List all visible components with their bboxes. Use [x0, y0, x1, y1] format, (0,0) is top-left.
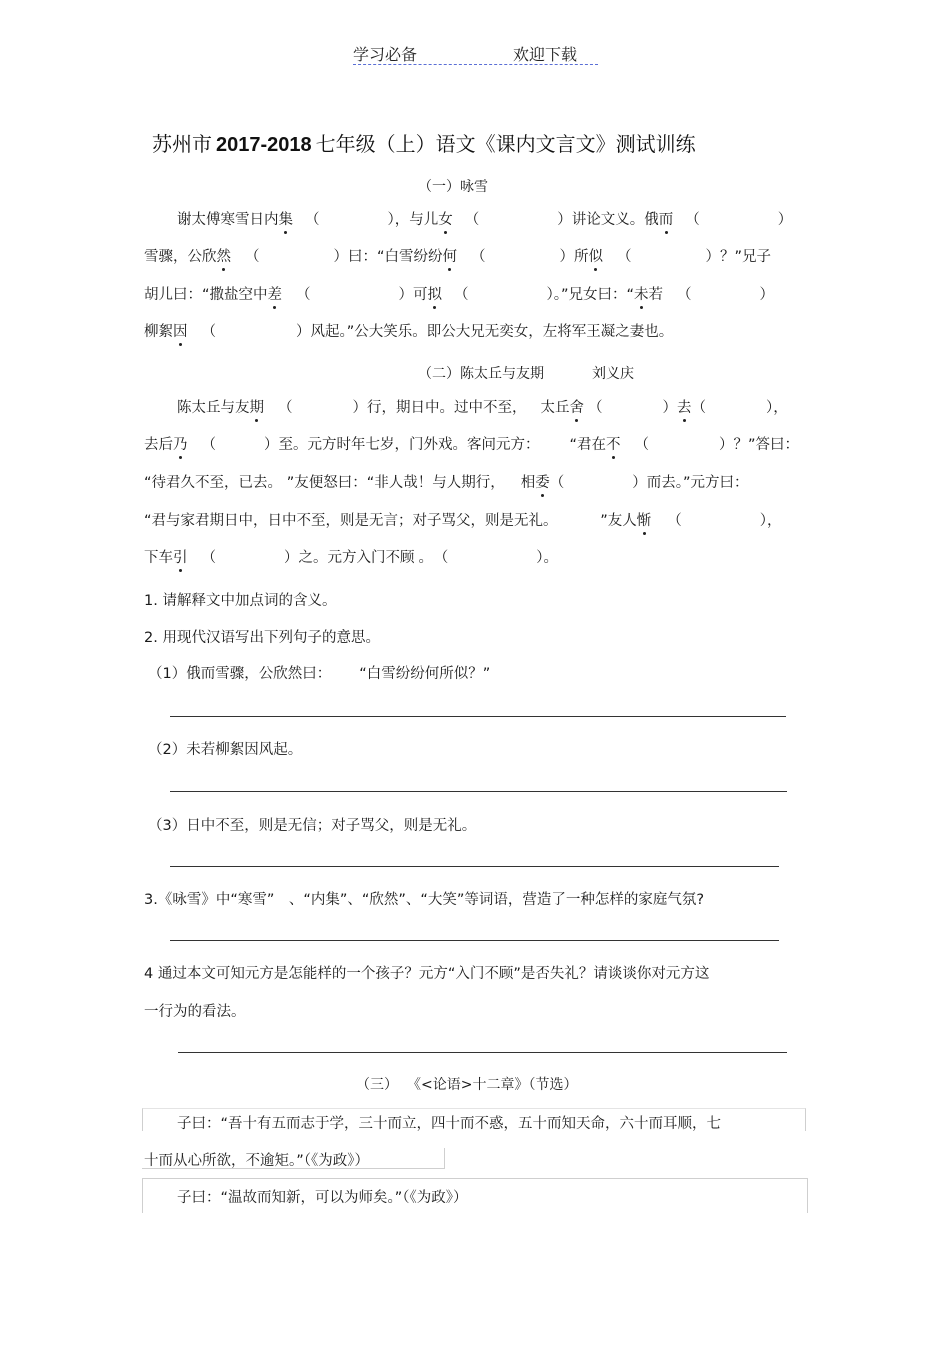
question-3: 3.《咏雪》中“寒雪” 、“内集”、“欣然”、“大笑”等词语，营造了一种怎样的家庭气氛? — [144, 892, 705, 908]
s2-line-5: 下车引 （ ）之。元方入门不顾 。 （ ）。 — [144, 550, 558, 566]
section2-title: （二）陈太丘与友期 — [418, 366, 544, 382]
dotted-word: 去 — [677, 400, 692, 416]
question-2-3: （3）日中不至，则是无信；对子骂父，则是无礼。 — [148, 818, 477, 834]
title-city: 苏州市 — [152, 132, 212, 156]
answer-line[interactable] — [170, 791, 787, 792]
dotted-word: 女 — [438, 212, 453, 228]
dotted-word: 舍 — [569, 400, 584, 416]
question-2-2: （2）未若柳絮因风起。 — [148, 742, 303, 758]
header-right: 欢迎下载 — [513, 45, 578, 64]
dotted-word: 委 — [535, 475, 550, 491]
section2-author: 刘义庆 — [592, 366, 634, 382]
dotted-word: 期 — [249, 400, 264, 416]
s1-line-4: 柳絮因 （ ）风起。”公大笑乐。即公大兄无奕女，左将军王凝之妻也。 — [144, 324, 674, 340]
dotted-word: 而 — [658, 212, 674, 228]
dotted-word: 差 — [267, 287, 283, 303]
section1-heading: （一）咏雪 — [418, 179, 488, 195]
excerpt-2: 子曰：“温故而知新，可以为师矣。”（《为政》） — [177, 1190, 468, 1206]
question-4-cont: 一行为的看法。 — [144, 1004, 246, 1020]
section3-heading: （三） 《<论语>十二章》（节选） — [356, 1077, 578, 1093]
dotted-word: 似 — [588, 249, 604, 265]
answer-line[interactable] — [170, 940, 779, 941]
answer-line[interactable] — [178, 1052, 787, 1053]
s1-line-1: 谢太傅寒雪日内集 （ ），与儿女 （ ）讲论文义。俄而 （ ） — [177, 212, 793, 228]
excerpt-1-line-2: 十而从心所欲，不逾矩。”（《为政》） — [144, 1153, 370, 1169]
dotted-word: 然 — [216, 249, 231, 265]
question-2-1: （1）俄而雪骤，公欣然曰： “白雪纷纷何所似？” — [148, 666, 491, 682]
question-1: 1. 请解释文中加点词的含义。 — [144, 593, 337, 609]
section2-heading — [418, 363, 634, 383]
answer-line[interactable] — [170, 866, 779, 867]
page-title — [152, 128, 696, 157]
dotted-word: 因 — [173, 324, 188, 340]
dotted-word: 未 — [634, 287, 649, 303]
s2-line-4: “君与家君期日中，日中不至，则是无言；对子骂父，则是无礼。 ”友人惭 （ ）， — [144, 513, 782, 529]
header-underline — [353, 64, 598, 65]
s2-line-1: 陈太丘与友期 （ ）行，期日中。过中不至， 太丘舍 （ ）去（ ）， — [177, 400, 788, 416]
dotted-word: 何 — [442, 249, 458, 265]
dotted-word: 惭 — [636, 513, 652, 529]
title-years: 2017-2018 — [216, 134, 312, 156]
page-header — [353, 42, 577, 65]
answer-line[interactable] — [170, 716, 786, 717]
dotted-word: 拟 — [427, 287, 443, 303]
question-2: 2. 用现代汉语写出下列句子的意思。 — [144, 630, 380, 646]
s2-line-3: “待君久不至，已去。 ”友便怒曰：“非人哉！与人期行， 相委（ ）而去。”元方曰： — [144, 475, 749, 491]
dotted-word: 乃 — [173, 437, 188, 453]
excerpt-1-line-1: 子曰：“吾十有五而志于学，三十而立，四十而不惑，五十而知天命，六十而耳顺，七 — [177, 1116, 722, 1132]
dotted-word: 集 — [278, 212, 293, 228]
question-4: 4 通过本文可知元方是怎能样的一个孩子？元方“入门不顾”是否失礼？请谈谈你对元方这 — [144, 966, 710, 982]
s1-line-2: 雪骤，公欣然 （ ）曰：“白雪纷纷何 （ ）所似 （ ）？”兄子 — [144, 249, 772, 265]
header-left: 学习必备 — [353, 45, 418, 64]
dotted-word: 不 — [606, 437, 621, 453]
s2-line-2: 去后乃 （ ）至。元方时年七岁，门外戏。客问元方： “君在不 （ ）？”答曰： — [144, 437, 800, 453]
s1-line-3: 胡儿曰：“撒盐空中差 （ ）可拟 （ ）。”兄女曰：“未若 （ ） — [144, 287, 775, 303]
dotted-word: 引 — [173, 550, 188, 566]
title-rest: 七年级（上）语文《课内文言文》测试训练 — [315, 132, 696, 156]
